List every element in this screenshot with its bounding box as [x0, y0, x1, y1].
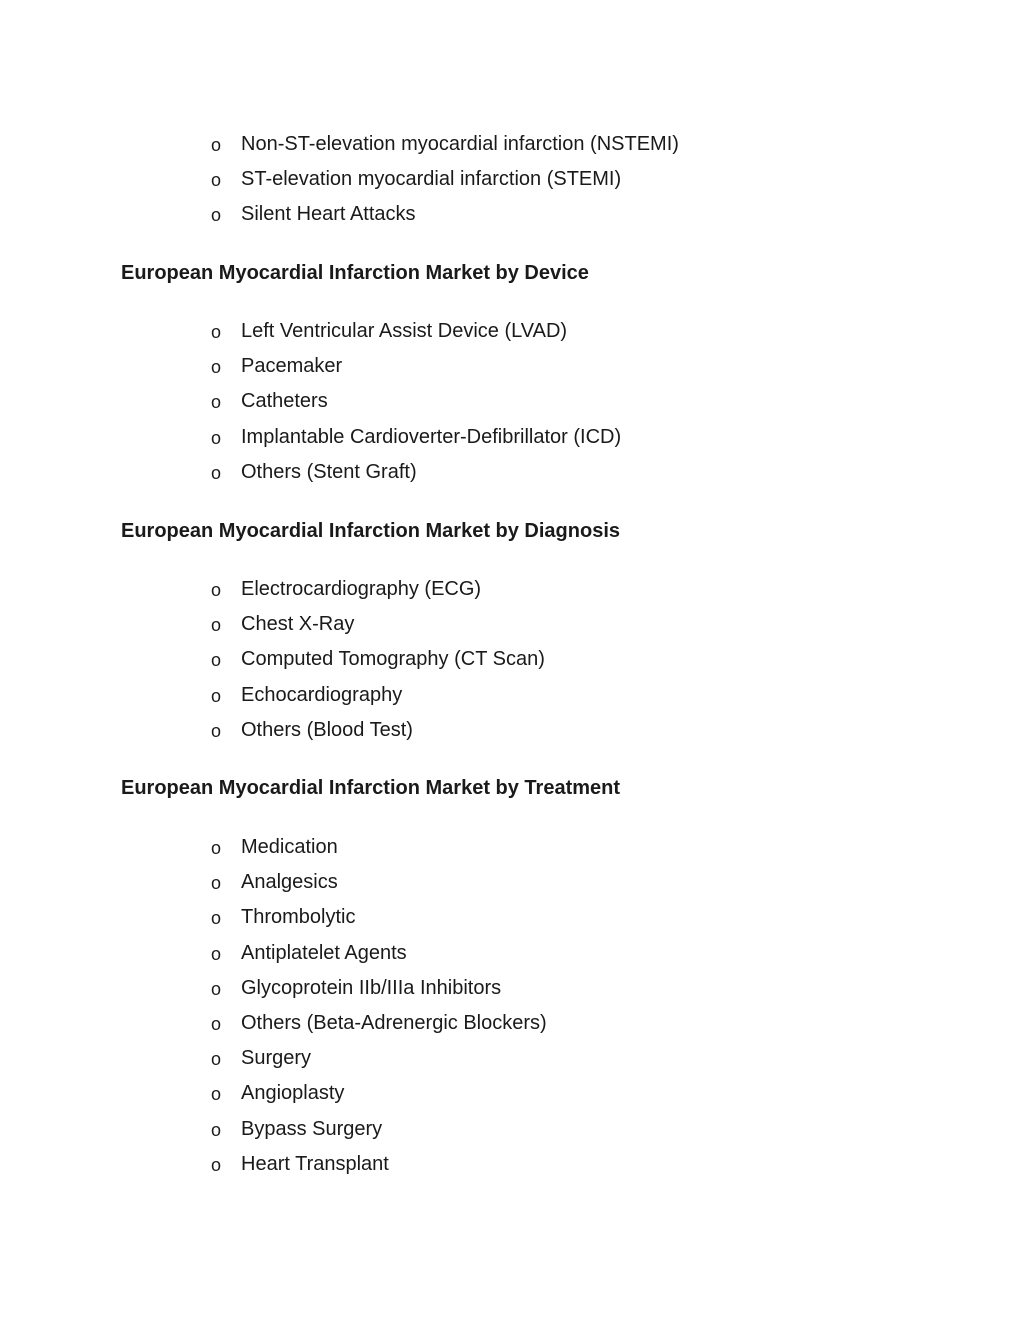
list-item	[211, 321, 621, 356]
bullet-marker: o	[211, 357, 222, 378]
list-item-text: Left Ventricular Assist Device (LVAD)	[241, 320, 568, 342]
list-item-text: Silent Heart Attacks	[241, 203, 416, 226]
list-item-text: Electrocardiography (ECG)	[241, 578, 482, 600]
device-list	[211, 321, 621, 497]
list-item-text: Implantable Cardioverter-Defibrillator (ICD)	[241, 425, 622, 448]
list-item	[211, 872, 547, 907]
bullet-marker: o	[211, 873, 222, 894]
list-item-text: Others (Beta-Adrenergic Blockers)	[241, 1011, 547, 1034]
list-item	[211, 427, 621, 462]
bullet-marker: o	[211, 205, 222, 226]
bullet-marker: o	[211, 650, 222, 671]
list-item	[211, 685, 545, 720]
list-item-text: Non-ST-elevation myocardial infarction (NSTEMI)	[241, 133, 679, 155]
list-item	[211, 462, 621, 497]
list-item-text: ST-elevation myocardial infarction (STEMI)	[241, 168, 622, 191]
list-item	[211, 1119, 547, 1154]
bullet-marker: o	[211, 978, 222, 999]
bullet-marker: o	[211, 392, 222, 413]
bullet-marker: o	[211, 1049, 222, 1070]
bullet-marker: o	[211, 322, 222, 342]
bullet-marker: o	[211, 580, 222, 600]
list-item-text: Chest X-Ray	[241, 613, 355, 636]
list-item-text: Surgery	[241, 1047, 312, 1070]
bullet-marker: o	[211, 462, 222, 483]
list-item-text: Angioplasty	[241, 1082, 345, 1105]
bullet-marker: o	[211, 1119, 222, 1140]
list-item	[211, 204, 679, 239]
type-list	[211, 134, 679, 240]
bullet-marker: o	[211, 135, 222, 155]
list-item	[211, 579, 545, 614]
list-item-text: Others (Stent Graft)	[241, 460, 417, 483]
list-item-text: Catheters	[241, 390, 328, 413]
bullet-marker: o	[211, 720, 222, 741]
bullet-marker: o	[211, 838, 222, 858]
list-item-text: Heart Transplant	[241, 1152, 389, 1175]
list-item-text: Others (Blood Test)	[241, 718, 413, 741]
list-item-text: Thrombolytic	[241, 906, 356, 929]
device-heading: European Myocardial Infarction Market by Device	[121, 262, 589, 284]
bullet-marker: o	[211, 908, 222, 929]
list-item	[211, 169, 679, 204]
list-item-text: Pacemaker	[241, 355, 343, 378]
bullet-marker: o	[211, 943, 222, 964]
list-item-text: Bypass Surgery	[241, 1117, 383, 1140]
list-item-text: Echocardiography	[241, 683, 403, 706]
list-item	[211, 907, 547, 942]
diagnosis-list	[211, 579, 545, 755]
list-item	[211, 391, 621, 426]
list-item-text: Computed Tomography (CT Scan)	[241, 648, 545, 671]
diagnosis-heading: European Myocardial Infarction Market by Diagnosis	[121, 520, 621, 542]
list-item	[211, 1048, 547, 1083]
bullet-marker: o	[211, 1013, 222, 1034]
bullet-marker: o	[211, 685, 222, 706]
list-item	[211, 134, 679, 169]
list-item	[211, 614, 545, 649]
list-item	[211, 943, 547, 978]
treatment-list	[211, 837, 547, 1189]
list-item	[211, 837, 547, 872]
treatment-heading: European Myocardial Infarction Market by Treatment	[121, 777, 621, 799]
bullet-marker: o	[211, 170, 222, 191]
list-item-text: Glycoprotein IIb/IIIa Inhibitors	[241, 976, 502, 999]
list-item	[211, 1083, 547, 1118]
list-item	[211, 978, 547, 1013]
list-item	[211, 1013, 547, 1048]
bullet-marker: o	[211, 1154, 222, 1175]
bullet-marker: o	[211, 427, 222, 448]
list-item-text: Medication	[241, 836, 338, 858]
list-item	[211, 356, 621, 391]
bullet-marker: o	[211, 615, 222, 636]
bullet-marker: o	[211, 1084, 222, 1105]
list-item-text: Analgesics	[241, 871, 338, 894]
list-item	[211, 1154, 547, 1189]
list-item	[211, 649, 545, 684]
list-item	[211, 720, 545, 755]
list-item-text: Antiplatelet Agents	[241, 941, 407, 964]
